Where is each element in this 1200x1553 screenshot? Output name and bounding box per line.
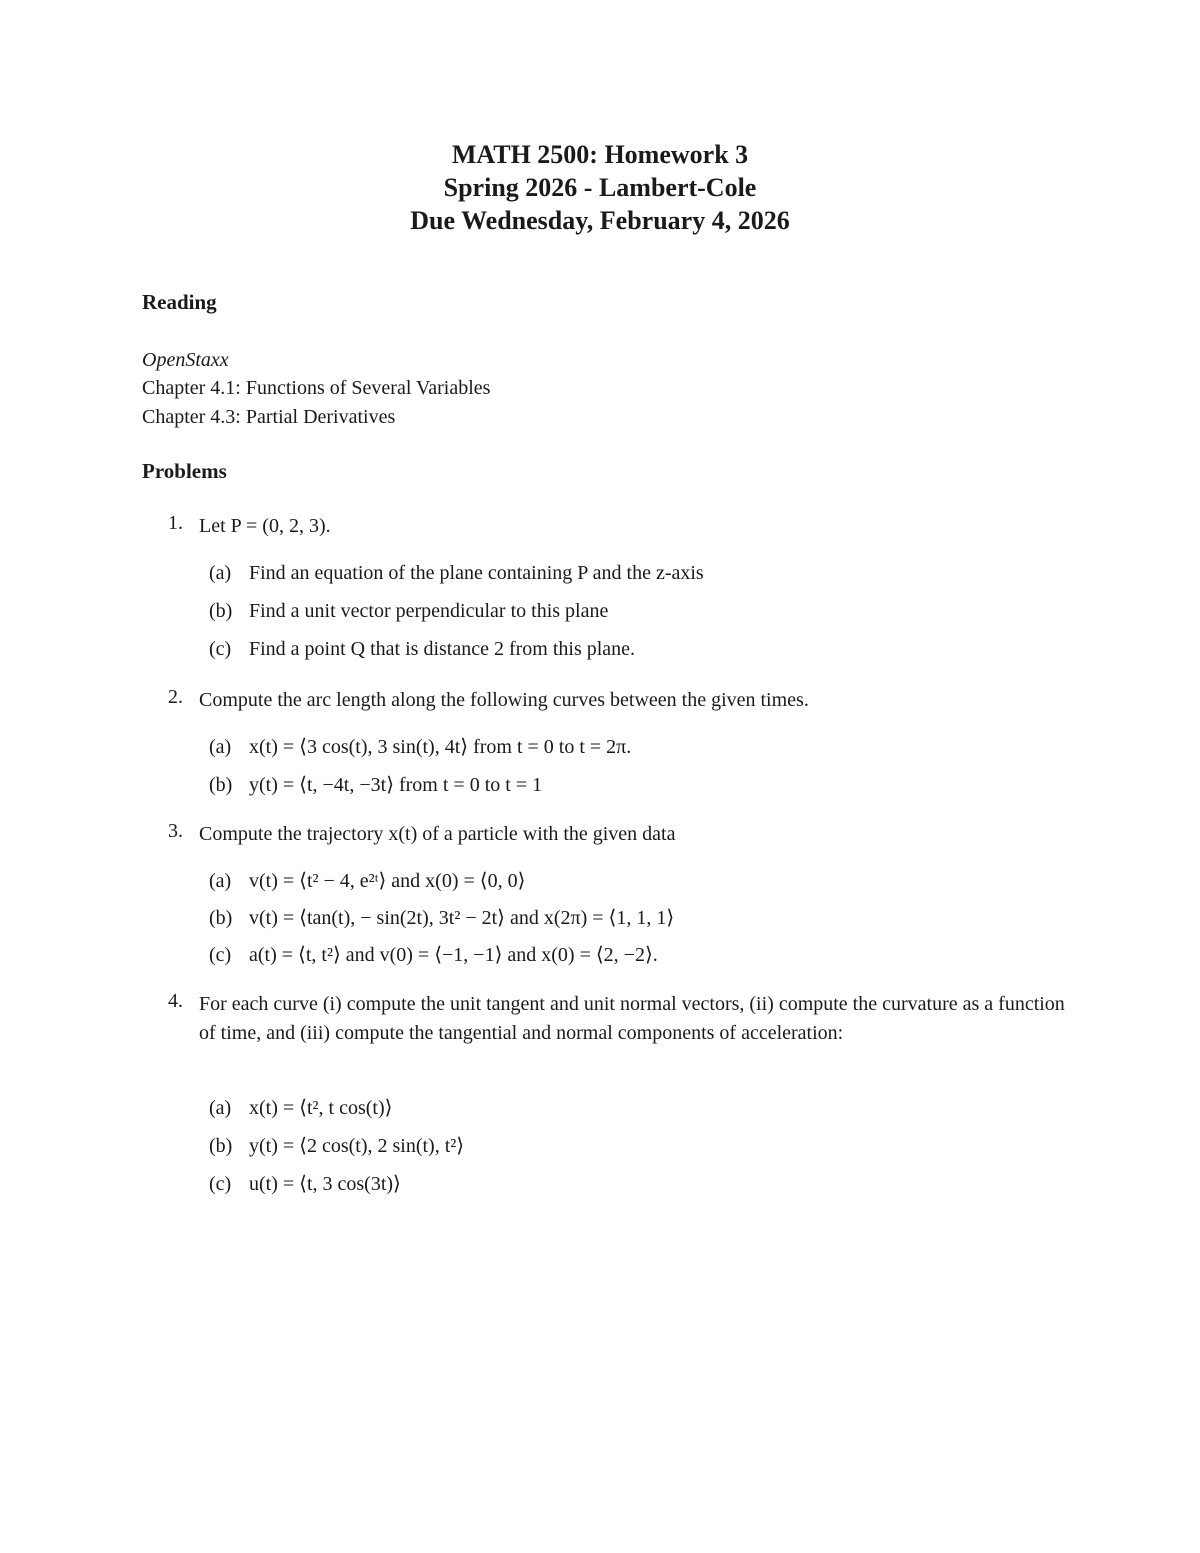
reading-heading: Reading — [142, 290, 217, 314]
problem-4-part-c — [209, 1171, 401, 1196]
problem-1-part-b — [209, 600, 608, 623]
document-term: Spring 2026 - Lambert-Cole — [443, 173, 757, 202]
problem-text: Compute the arc length along the following curves between the given times. — [199, 689, 809, 711]
problem-number: 3. — [168, 820, 183, 842]
part-text: Find an equation of the plane containing P and the z-axis — [249, 562, 704, 584]
part-label: (a) — [209, 1097, 232, 1119]
part-label: (a) — [209, 870, 232, 892]
problem-3-part-a — [209, 868, 525, 893]
document-title-block — [0, 138, 1200, 237]
part-label: (a) — [209, 562, 232, 584]
problem-2-part-b — [209, 772, 542, 797]
problem-1 — [142, 512, 1072, 541]
part-label: (b) — [209, 774, 233, 796]
problem-3-part-b — [209, 905, 674, 930]
part-label: (c) — [209, 944, 232, 966]
part-text: u(t) = ⟨t, 3 cos(3t)⟩ — [249, 1173, 401, 1195]
problem-number: 2. — [168, 686, 183, 708]
problem-1-part-a — [209, 562, 704, 585]
part-text: y(t) = ⟨2 cos(t), 2 sin(t), t²⟩ — [249, 1135, 465, 1157]
reading-source: OpenStaxx — [142, 349, 229, 371]
part-text: Find a unit vector perpendicular to this plane — [249, 600, 609, 622]
part-label: (a) — [209, 736, 232, 758]
problem-text: For each curve (i) compute the unit tangent and unit normal vectors, (ii) compute the curvature as a function of time, and (iii) compute the tangential and normal components of acceleration: — [199, 993, 1065, 1044]
part-text: a(t) = ⟨t, t²⟩ and v(0) = ⟨−1, −1⟩ and x(0) = ⟨2, −2⟩. — [249, 944, 658, 966]
part-text: x(t) = ⟨3 cos(t), 3 sin(t), 4t⟩ from t = 0 to t = 2π. — [249, 736, 632, 758]
part-label: (b) — [209, 600, 233, 622]
part-label: (b) — [209, 1135, 233, 1157]
problem-text: Let P = (0, 2, 3). — [199, 515, 331, 537]
problem-2 — [142, 686, 1072, 715]
problem-number: 4. — [168, 990, 183, 1012]
part-text: v(t) = ⟨t² − 4, e²ᵗ⟩ and x(0) = ⟨0, 0⟩ — [249, 870, 526, 892]
problem-number: 1. — [168, 512, 183, 534]
part-text: v(t) = ⟨tan(t), − sin(2t), 3t² − 2t⟩ and x(2π) = ⟨1, 1, 1⟩ — [249, 907, 675, 929]
document-due-date: Due Wednesday, February 4, 2026 — [410, 206, 790, 235]
problem-3 — [142, 820, 1072, 849]
problem-1-part-c — [209, 638, 635, 661]
reading-item: Chapter 4.1: Functions of Several Variables — [142, 377, 491, 399]
problem-text: Compute the trajectory x(t) of a particle with the given data — [199, 823, 676, 845]
part-text: x(t) = ⟨t², t cos(t)⟩ — [249, 1097, 393, 1119]
problem-4-part-a — [209, 1095, 392, 1120]
part-label: (c) — [209, 1173, 232, 1195]
part-text: y(t) = ⟨t, −4t, −3t⟩ from t = 0 to t = 1 — [249, 774, 543, 796]
problem-3-part-c — [209, 942, 658, 967]
part-text: Find a point Q that is distance 2 from this plane. — [249, 638, 636, 660]
document-title: MATH 2500: Homework 3 — [451, 140, 749, 169]
reading-item: Chapter 4.3: Partial Derivatives — [142, 406, 396, 428]
problems-heading: Problems — [142, 459, 227, 483]
part-label: (b) — [209, 907, 233, 929]
problem-4-part-b — [209, 1133, 464, 1158]
problem-4 — [142, 990, 1072, 1048]
part-label: (c) — [209, 638, 232, 660]
problem-2-part-a — [209, 734, 631, 759]
